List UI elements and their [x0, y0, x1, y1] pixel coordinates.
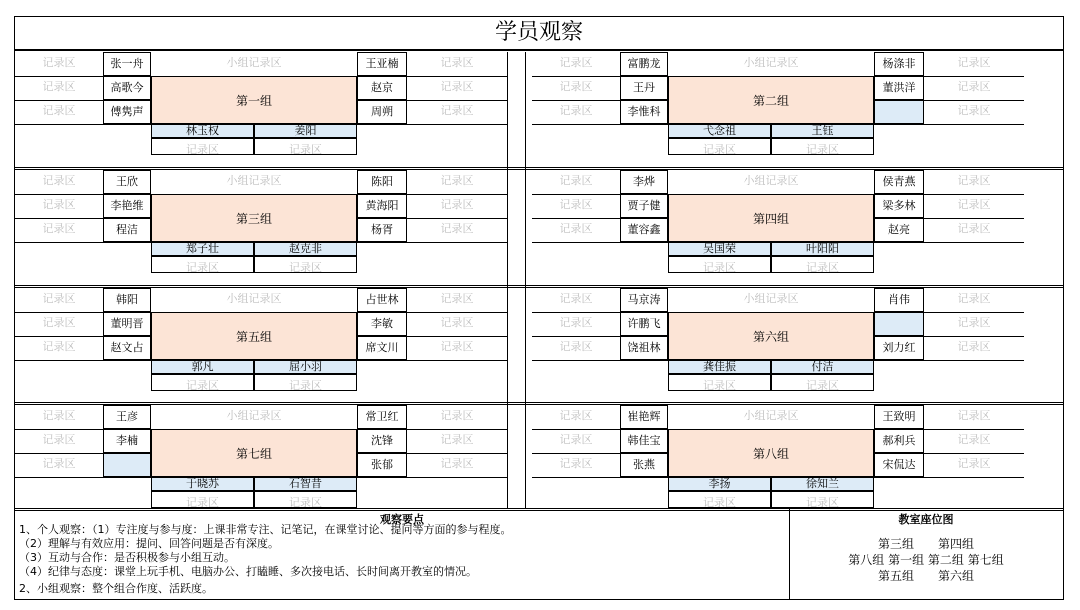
row-divider	[357, 124, 507, 125]
record-area: 记录区	[42, 56, 76, 69]
student-name: 宋侃达	[874, 453, 924, 477]
record-area: 记录区	[668, 138, 771, 155]
student-name: 林玉权	[151, 124, 254, 138]
record-area: 记录区	[42, 433, 76, 446]
record-area: 记录区	[440, 104, 474, 117]
record-area: 记录区	[957, 433, 991, 446]
row-divider	[532, 336, 668, 337]
record-area: 记录区	[957, 80, 991, 93]
record-area: 记录区	[559, 222, 593, 235]
record-area: 记录区	[771, 374, 874, 391]
student-name: 周朔	[357, 100, 407, 124]
record-area: 记录区	[559, 409, 593, 422]
row-divider	[15, 218, 151, 219]
record-area: 记录区	[957, 340, 991, 353]
row-divider	[532, 429, 668, 430]
record-area: 记录区	[440, 56, 474, 69]
observation-point-5: 2、小组观察：整个组合作度、活跃度。	[19, 582, 213, 595]
row-divider	[357, 477, 507, 478]
record-area: 记录区	[151, 256, 254, 273]
record-area: 记录区	[440, 433, 474, 446]
record-area: 记录区	[559, 198, 593, 211]
student-name: 弋念祖	[668, 124, 771, 138]
student-name: 石智昔	[254, 477, 357, 491]
record-area: 记录区	[42, 409, 76, 422]
record-area: 记录区	[440, 174, 474, 187]
record-area: 记录区	[957, 222, 991, 235]
row-divider	[924, 453, 1024, 454]
student-name: 饶祖林	[620, 336, 668, 360]
student-name: 马京涛	[620, 288, 668, 312]
student-name: 张郁	[357, 453, 407, 477]
record-area: 记录区	[254, 256, 357, 273]
record-area: 记录区	[440, 457, 474, 470]
student-name: 付洁	[771, 360, 874, 374]
row-divider	[15, 453, 151, 454]
center-divider-left	[507, 52, 508, 508]
seat-map-title: 教室座位图	[898, 513, 954, 526]
observation-point-4: （4）纪律与态度：课堂上玩手机、电脑办公、打瞌睡、多次接电话、长时间离开教室的情况。	[19, 565, 477, 578]
row-divider	[532, 76, 668, 77]
seat-row-3: 第五组 第六组	[877, 569, 974, 583]
student-name	[874, 312, 924, 336]
row-divider	[407, 194, 507, 195]
row-divider	[15, 429, 151, 430]
student-name: 梁多林	[874, 194, 924, 218]
page-title: 学员观察	[15, 17, 1063, 51]
record-area: 记录区	[957, 174, 991, 187]
student-name: 李烨	[620, 170, 668, 194]
group-label: 第一组	[151, 76, 357, 124]
student-name: 韩佳宝	[620, 429, 668, 453]
record-area: 记录区	[42, 174, 76, 187]
row-divider	[15, 312, 151, 313]
student-name: 李楠	[103, 429, 151, 453]
row-divider	[15, 124, 151, 125]
record-area: 记录区	[42, 198, 76, 211]
student-name: 郝利兵	[874, 429, 924, 453]
student-name: 姜阳	[254, 124, 357, 138]
group-record-area: 小组记录区	[226, 56, 282, 69]
group-label: 第六组	[668, 312, 874, 360]
student-name: 李敏	[357, 312, 407, 336]
block-divider	[15, 285, 1063, 288]
student-name: 侯青燕	[874, 170, 924, 194]
row-divider	[15, 360, 151, 361]
record-area: 记录区	[42, 222, 76, 235]
center-divider-right	[525, 52, 526, 508]
record-area: 记录区	[957, 292, 991, 305]
student-name: 李惟科	[620, 100, 668, 124]
student-name: 郑子壮	[151, 242, 254, 256]
student-name: 叶阳阳	[771, 242, 874, 256]
record-area: 记录区	[771, 138, 874, 155]
group-label: 第四组	[668, 194, 874, 242]
record-area: 记录区	[151, 374, 254, 391]
student-name: 王丹	[620, 76, 668, 100]
student-name: 龚佳振	[668, 360, 771, 374]
record-area: 记录区	[957, 104, 991, 117]
row-divider	[15, 100, 151, 101]
record-area: 记录区	[440, 340, 474, 353]
record-area: 记录区	[440, 409, 474, 422]
row-divider	[924, 76, 1024, 77]
student-name: 肖伟	[874, 288, 924, 312]
record-area: 记录区	[559, 292, 593, 305]
student-name: 刘力红	[874, 336, 924, 360]
record-area: 记录区	[957, 457, 991, 470]
record-area: 记录区	[254, 491, 357, 508]
record-area: 记录区	[151, 138, 254, 155]
row-divider	[407, 429, 507, 430]
group-record-area: 小组记录区	[226, 292, 282, 305]
group-record-area: 小组记录区	[226, 409, 282, 422]
row-divider	[532, 124, 668, 125]
student-name: 韩阳	[103, 288, 151, 312]
student-name: 黄海阳	[357, 194, 407, 218]
row-divider	[407, 218, 507, 219]
student-name: 郭凡	[151, 360, 254, 374]
row-divider	[15, 477, 151, 478]
record-area: 记录区	[42, 292, 76, 305]
row-divider	[407, 100, 507, 101]
row-divider	[532, 312, 668, 313]
student-name: 许鹏飞	[620, 312, 668, 336]
student-name: 徐知兰	[771, 477, 874, 491]
student-name: 杨胥	[357, 218, 407, 242]
row-divider	[15, 242, 151, 243]
observation-points-title: 观察要点	[380, 513, 424, 526]
student-name: 董洪洋	[874, 76, 924, 100]
student-name: 李艳维	[103, 194, 151, 218]
student-name: 吴国荣	[668, 242, 771, 256]
observation-point-1: 1、个人观察：（1）专注度与参与度：上课非常专注、记笔记，在课堂讨论、提问等方面的参与程度。	[19, 523, 512, 536]
student-name: 王彦	[103, 405, 151, 429]
row-divider	[532, 360, 668, 361]
record-area: 记录区	[42, 457, 76, 470]
seat-row-1: 第三组 第四组	[877, 537, 974, 551]
row-divider	[924, 336, 1024, 337]
row-divider	[874, 360, 1024, 361]
row-divider	[407, 453, 507, 454]
record-area: 记录区	[668, 374, 771, 391]
row-divider	[924, 312, 1024, 313]
record-area: 记录区	[668, 256, 771, 273]
row-divider	[407, 312, 507, 313]
record-area: 记录区	[559, 316, 593, 329]
record-area: 记录区	[559, 433, 593, 446]
student-name: 赵京	[357, 76, 407, 100]
record-area: 记录区	[254, 138, 357, 155]
row-divider	[924, 429, 1024, 430]
row-divider	[874, 242, 1024, 243]
row-divider	[15, 194, 151, 195]
group-label: 第八组	[668, 429, 874, 477]
group-label: 第五组	[151, 312, 357, 360]
observation-point-3: （3）互动与合作：是否积极参与小组互动。	[19, 551, 235, 564]
student-name: 王钰	[771, 124, 874, 138]
record-area: 记录区	[42, 80, 76, 93]
row-divider	[532, 194, 668, 195]
row-divider	[874, 124, 1024, 125]
student-name: 李扬	[668, 477, 771, 491]
record-area: 记录区	[957, 409, 991, 422]
row-divider	[532, 218, 668, 219]
record-area: 记录区	[771, 256, 874, 273]
record-area: 记录区	[668, 491, 771, 508]
record-area: 记录区	[254, 374, 357, 391]
group-record-area: 小组记录区	[226, 174, 282, 187]
row-divider	[924, 100, 1024, 101]
observation-point-2: （2）理解与有效应用：提问、回答问题是否有深度。	[19, 537, 279, 550]
student-name: 张燕	[620, 453, 668, 477]
record-area: 记录区	[440, 222, 474, 235]
student-name: 占世林	[357, 288, 407, 312]
student-name: 程洁	[103, 218, 151, 242]
record-area: 记录区	[151, 491, 254, 508]
row-divider	[924, 218, 1024, 219]
row-divider	[407, 76, 507, 77]
row-divider	[532, 453, 668, 454]
student-name: 高歌今	[103, 76, 151, 100]
record-area: 记录区	[440, 316, 474, 329]
row-divider	[15, 336, 151, 337]
student-name: 杨涤非	[874, 52, 924, 76]
row-divider	[357, 242, 507, 243]
record-area: 记录区	[440, 80, 474, 93]
student-name: 崔艳辉	[620, 405, 668, 429]
group-record-area: 小组记录区	[743, 292, 799, 305]
group-label: 第三组	[151, 194, 357, 242]
student-name: 傅隽声	[103, 100, 151, 124]
student-name: 赵克非	[254, 242, 357, 256]
student-name: 席文川	[357, 336, 407, 360]
record-area: 记录区	[42, 340, 76, 353]
row-divider	[532, 100, 668, 101]
row-divider	[924, 194, 1024, 195]
record-area: 记录区	[957, 316, 991, 329]
student-name: 于晓苏	[151, 477, 254, 491]
record-area: 记录区	[559, 457, 593, 470]
seat-row-2: 第八组 第一组 第二组 第七组	[848, 553, 1004, 567]
student-name: 赵亮	[874, 218, 924, 242]
student-name: 屈小羽	[254, 360, 357, 374]
record-area: 记录区	[42, 316, 76, 329]
student-name: 张一舟	[103, 52, 151, 76]
row-divider	[357, 360, 507, 361]
record-area: 记录区	[771, 491, 874, 508]
observation-sheet	[14, 16, 1064, 600]
record-area: 记录区	[559, 80, 593, 93]
student-name: 常卫红	[357, 405, 407, 429]
record-area: 记录区	[957, 198, 991, 211]
group-record-area: 小组记录区	[743, 409, 799, 422]
group-label: 第七组	[151, 429, 357, 477]
block-divider	[15, 402, 1063, 405]
record-area: 记录区	[42, 104, 76, 117]
student-name: 赵文占	[103, 336, 151, 360]
student-name: 富鹏龙	[620, 52, 668, 76]
record-area: 记录区	[559, 104, 593, 117]
student-name	[874, 100, 924, 124]
record-area: 记录区	[440, 292, 474, 305]
row-divider	[874, 477, 1024, 478]
student-name: 沈锋	[357, 429, 407, 453]
row-divider	[407, 336, 507, 337]
student-name	[103, 453, 151, 477]
student-name: 贾子健	[620, 194, 668, 218]
student-name: 董明晋	[103, 312, 151, 336]
student-name: 王亚楠	[357, 52, 407, 76]
row-divider	[15, 76, 151, 77]
row-divider	[532, 477, 668, 478]
record-area: 记录区	[559, 340, 593, 353]
record-area: 记录区	[559, 174, 593, 187]
student-name: 陈阳	[357, 170, 407, 194]
record-area: 记录区	[957, 56, 991, 69]
group-record-area: 小组记录区	[743, 56, 799, 69]
row-divider	[532, 242, 668, 243]
group-record-area: 小组记录区	[743, 174, 799, 187]
student-name: 董容鑫	[620, 218, 668, 242]
group-label: 第二组	[668, 76, 874, 124]
record-area: 记录区	[440, 198, 474, 211]
block-divider	[15, 167, 1063, 170]
record-area: 记录区	[559, 56, 593, 69]
student-name: 王欣	[103, 170, 151, 194]
student-name: 王致明	[874, 405, 924, 429]
